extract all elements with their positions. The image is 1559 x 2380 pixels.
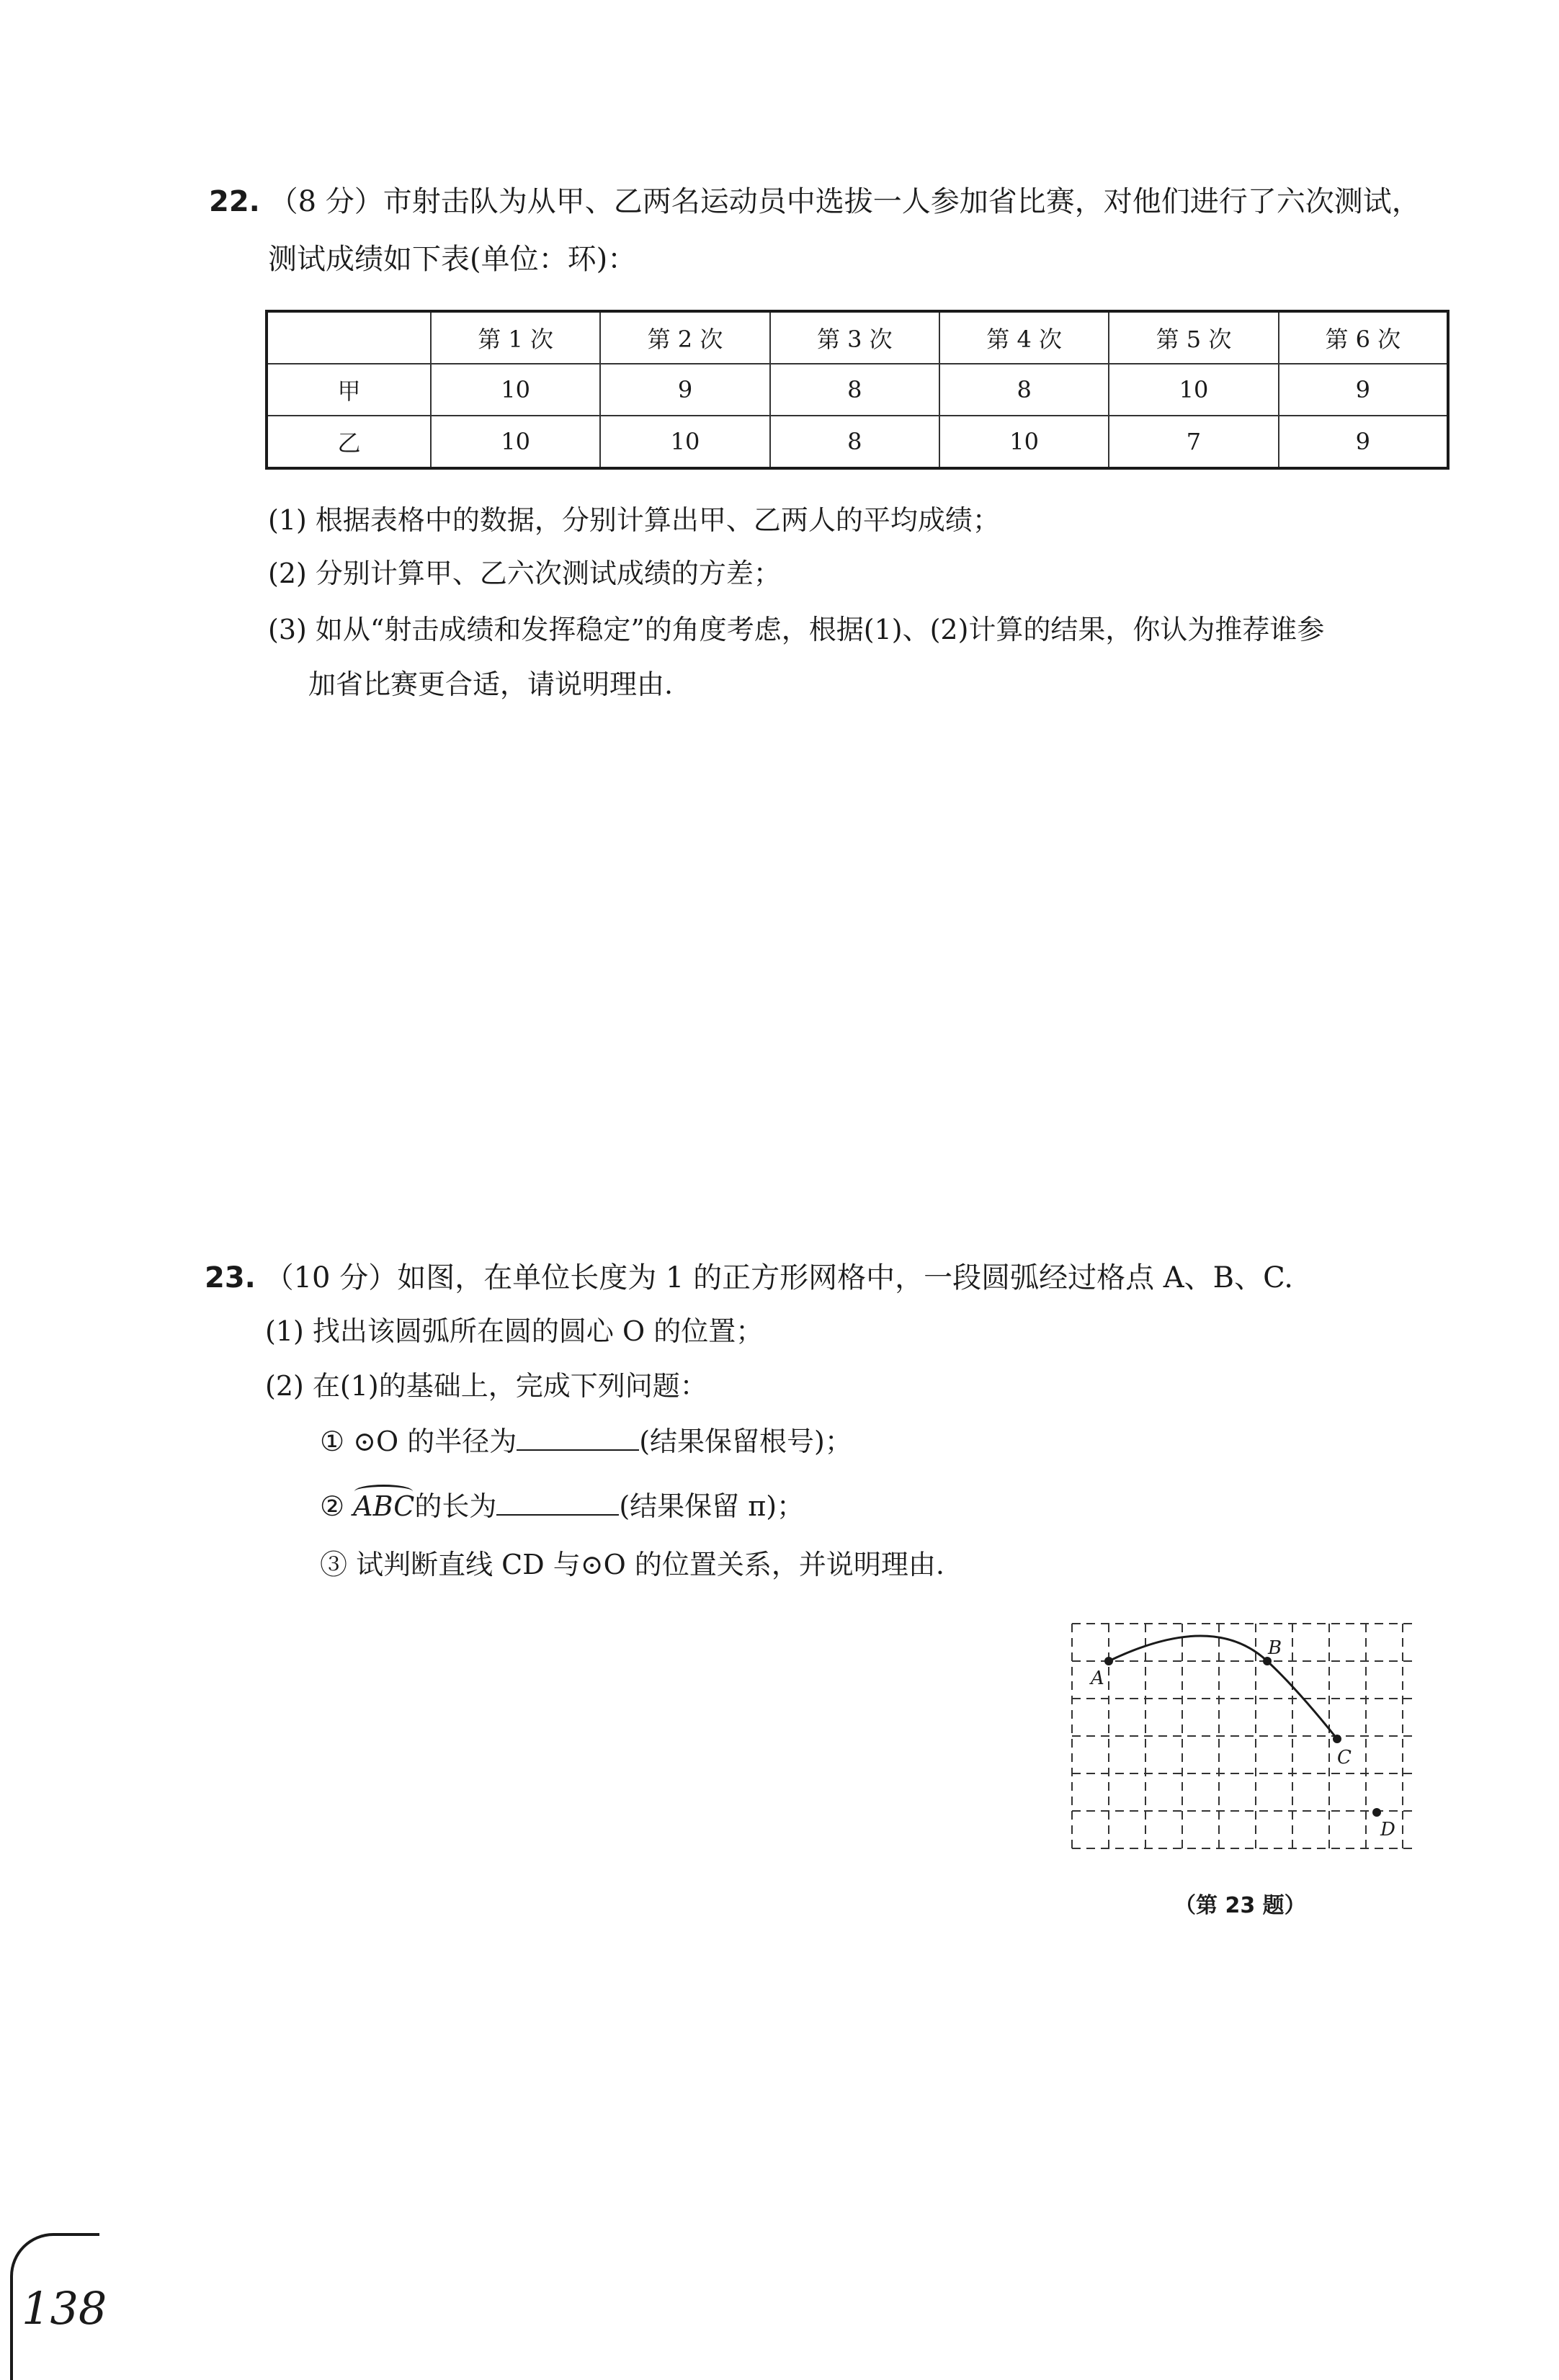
q23-item2 <box>320 1487 804 1525</box>
q23-number: 23. <box>205 1261 256 1294</box>
q22-sub3-line2: 加省比赛更合适，请说明理由. <box>308 668 674 700</box>
table-header-cell: 第 5 次 <box>1109 311 1278 364</box>
q23-sub1: (1) 找出该圆弧所在圆的圆心 O 的位置； <box>265 1315 764 1347</box>
row-name-cell: 甲 <box>267 364 431 416</box>
q22-sub1: (1) 根据表格中的数据，分别计算出甲、乙两人的平均成绩； <box>268 504 1000 536</box>
row-name-cell: 乙 <box>267 416 431 468</box>
score-table <box>265 310 1449 470</box>
table-cell: 7 <box>1109 416 1278 468</box>
grid-figure <box>1066 1616 1426 1861</box>
q22-sub2: (2) 分别计算甲、乙六次测试成绩的方差； <box>268 558 781 589</box>
q23-sub2: (2) 在(1)的基础上，完成下列问题： <box>265 1370 707 1402</box>
table-cell: 10 <box>1109 364 1278 416</box>
figure-caption: （第 23 题） <box>1174 1893 1306 1918</box>
table-cell: 9 <box>1279 364 1448 416</box>
table-cell: 8 <box>770 364 939 416</box>
label-b: B <box>1268 1637 1282 1659</box>
table-header-cell: 第 6 次 <box>1279 311 1448 364</box>
arc-abc-label: ABC <box>353 1488 414 1525</box>
table-header-cell: 第 1 次 <box>431 311 600 364</box>
table-header-cell: 第 3 次 <box>770 311 939 364</box>
q23-stem <box>205 1259 1293 1297</box>
page-number: 138 <box>22 2282 107 2335</box>
table-header-row <box>267 311 1448 364</box>
q22-sub3-line1: (3) 如从“射击成绩和发挥稳定”的角度考虑，根据(1)、(2)计算的结果，你认为推荐谁参 <box>268 614 1325 645</box>
table-cell: 8 <box>939 364 1109 416</box>
q23-item1 <box>320 1422 852 1460</box>
answer-blank-1[interactable] <box>517 1422 639 1451</box>
table-cell: 10 <box>431 416 600 468</box>
q23-stem-text: （10 分）如图，在单位长度为 1 的正方形网格中，一段圆弧经过格点 A、B、C. <box>264 1261 1293 1294</box>
q22-number: 22. <box>209 185 260 218</box>
q23-item3: ③ 试判断直线 CD 与⊙O 的位置关系，并说明理由. <box>320 1549 944 1580</box>
point-a <box>1104 1657 1113 1665</box>
q23-item2-suffix: (结果保留 π)； <box>619 1490 805 1522</box>
q22-stem-text: （8 分）市射击队为从甲、乙两名运动员中选拔一人参加省比赛，对他们进行了六次测试， <box>269 185 1421 218</box>
table-row <box>267 416 1448 468</box>
table-cell: 10 <box>431 364 600 416</box>
table-cell: 9 <box>1279 416 1448 468</box>
label-a: A <box>1091 1668 1104 1689</box>
arc-abc <box>1109 1636 1337 1739</box>
table-cell: 9 <box>600 364 769 416</box>
table-header-cell: 第 2 次 <box>600 311 769 364</box>
q23-item2-mid: 的长为 <box>414 1490 497 1522</box>
point-c <box>1333 1735 1341 1743</box>
table-cell: 10 <box>939 416 1109 468</box>
table-header-cell: 第 4 次 <box>939 311 1109 364</box>
point-d <box>1372 1808 1381 1817</box>
q23-item1-prefix: ① ⊙O 的半径为 <box>320 1426 517 1457</box>
label-c: C <box>1337 1747 1352 1768</box>
q23-item2-prefix: ② <box>320 1490 345 1522</box>
q22-stem-line1 <box>209 183 1421 220</box>
label-d: D <box>1380 1819 1395 1840</box>
table-header-cell <box>267 311 431 364</box>
q22-stem-line2: 测试成绩如下表(单位：环)： <box>268 243 637 276</box>
table-cell: 8 <box>770 416 939 468</box>
table-row <box>267 364 1448 416</box>
q23-item1-suffix: (结果保留根号)； <box>639 1426 852 1457</box>
dashed-grid <box>1072 1624 1418 1854</box>
answer-blank-2[interactable] <box>496 1487 619 1516</box>
table-cell: 10 <box>600 416 769 468</box>
